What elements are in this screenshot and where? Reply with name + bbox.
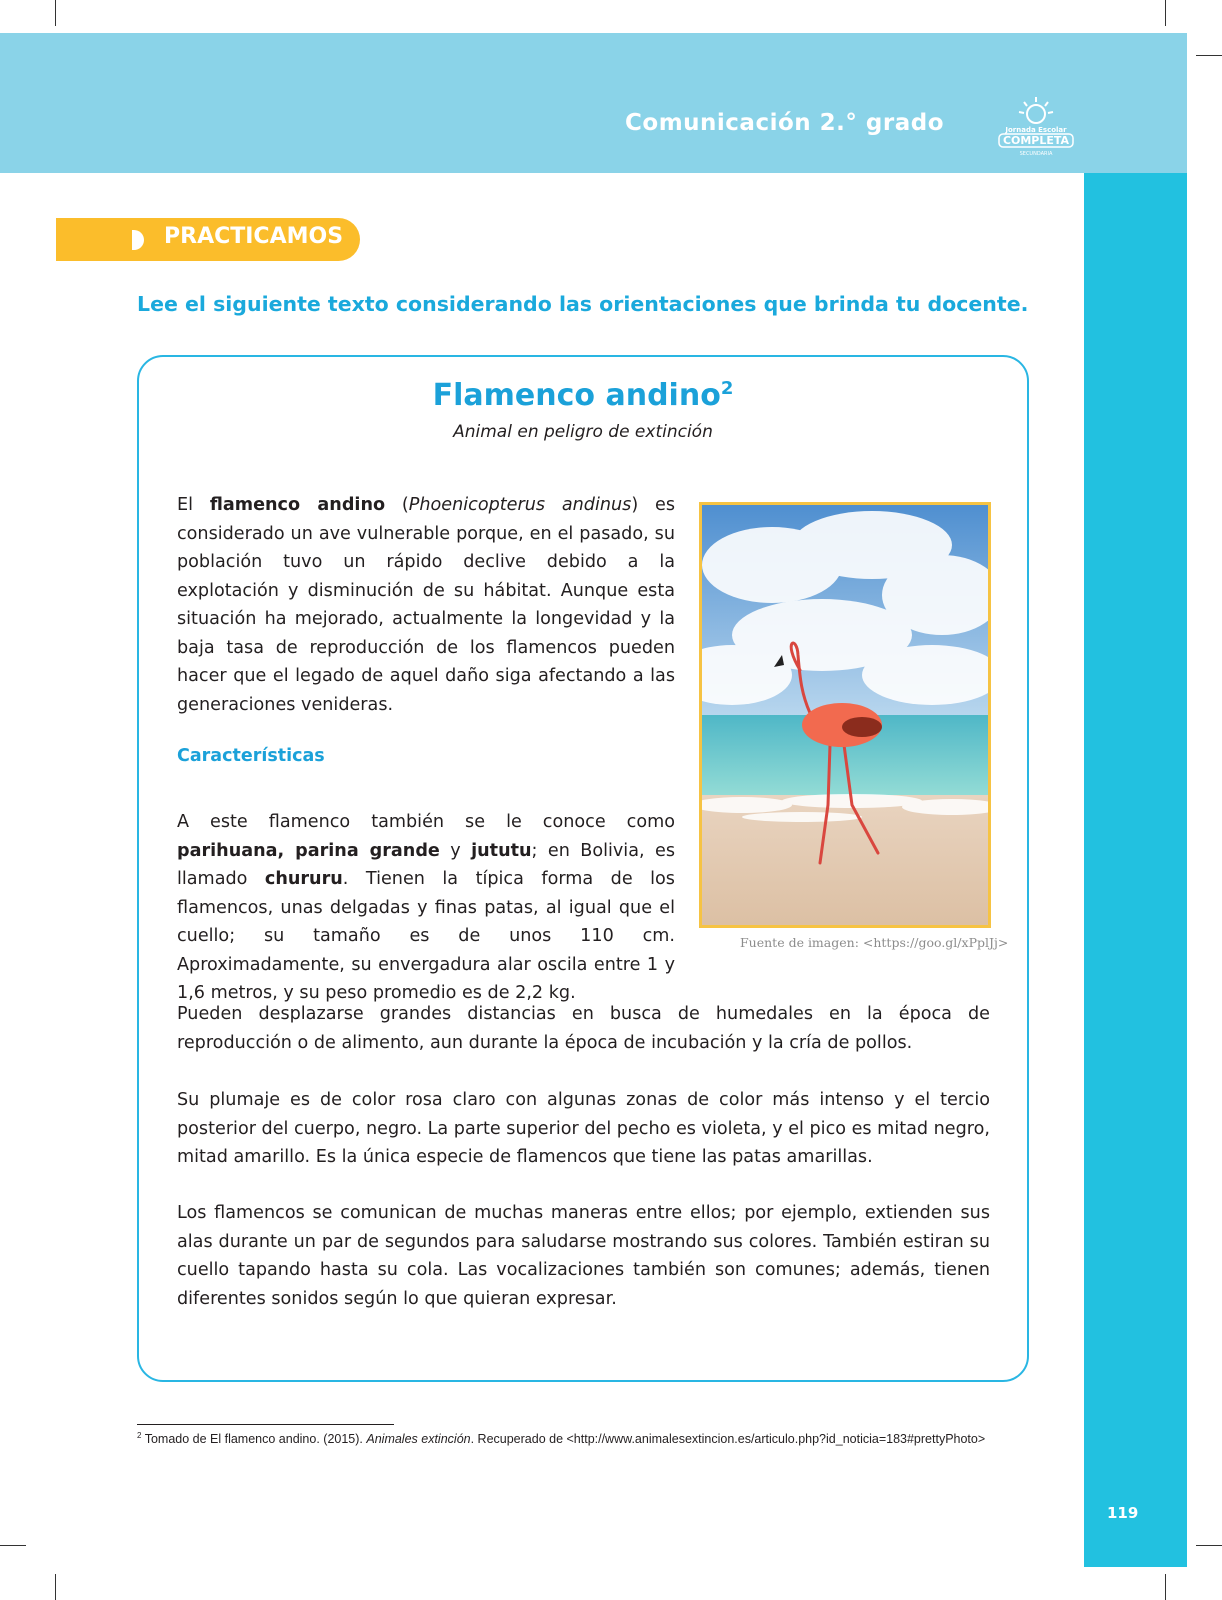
side-bar: [1084, 173, 1187, 1567]
crop-mark: [55, 0, 56, 26]
footnote-rule: [137, 1424, 394, 1425]
half-circle-icon: [132, 230, 144, 250]
crop-mark: [0, 1545, 26, 1546]
paragraph-intro: El flamenco andino (Phoenicopterus andinus) es considerado un ave vulnerable porque, en el pasado, su población tuvo un rápido declive debido a la explotación y disminución de su hábitat. Aunque esta situación ha mejorado, actualmente la longevidad y la baja tasa de reproducción de los flamencos pueden hacer que el legado de aquel daño siga afectando a las generaciones venideras.: [177, 495, 675, 715]
section-label: PRACTICAMOS: [164, 224, 344, 249]
crop-mark: [1196, 1545, 1222, 1546]
photo-credit: Fuente de imagen: <https://goo.gl/xPplJj>: [740, 935, 1009, 950]
footnote: $^2$ Tomado de El flamenco andino. (2015). Animales extinción. Recuperado de <http://www.animalesextincion.es/articulo.php?id_noticia=183#prettyPhoto>: [137, 1431, 986, 1447]
article-subtitle: Animal en peligro de extinción: [453, 422, 713, 442]
svg-text:SECUNDARIA: SECUNDARIA: [1019, 151, 1053, 157]
jornada-completa-logo: [995, 92, 1077, 158]
paragraph-plumage: Su plumaje es de color rosa claro con algunas zonas de color más intenso y el tercio posterior del cuerpo, negro. La parte superior del pecho es violeta, y el pico es mitad negro, mitad amarillo. Es la única especie de flamencos que tiene las patas amarillas.: [177, 1090, 990, 1167]
article-title: Flamenco andino$^2$: [432, 378, 734, 413]
section-heading: Características: [177, 746, 325, 766]
paragraph-migration: Pueden desplazarse grandes distancias en busca de humedales en la época de reproducción o de alimento, aun durante la época de incubación y la cría de pollos.: [177, 1004, 990, 1053]
svg-text:Jornada Escolar: Jornada Escolar: [1005, 126, 1067, 134]
crop-mark: [1165, 1574, 1166, 1600]
crop-mark: [55, 1574, 56, 1600]
crop-mark: [1196, 55, 1222, 56]
section-pill: [56, 218, 360, 261]
paragraph-names: A este flamenco también se le conoce como parihuana, parina grande y jututu; en Bolivia, es llamado chururu. Tienen la típica forma de los flamencos, unas delgadas y finas patas, al igual que el cuello; su tamaño es de unos 110 cm. Aproximadamente, su envergadura alar oscila entre 1 y 1,6 metros, y su peso promedio es de 2,2 kg.: [177, 812, 675, 1003]
footnote-ref: 2: [720, 378, 734, 399]
header-title: Comunicación 2.° grado: [625, 110, 944, 136]
flamingo-illustration: [702, 505, 988, 925]
flamingo-photo: [699, 502, 991, 928]
svg-text:COMPLETA: COMPLETA: [1002, 134, 1070, 147]
instruction-text: Lee el siguiente texto considerando las orientaciones que brinda tu docente.: [137, 292, 1029, 316]
page-number: 119: [1107, 1504, 1139, 1522]
paragraph-communication: Los flamencos se comunican de muchas maneras entre ellos; por ejemplo, extienden sus alas durante un par de segundos para saludarse mostrando sus colores. También estiran su cuello tapando hasta su cola. Las vocalizaciones también son comunes; además, tienen diferentes sonidos según lo que quieran expresar.: [177, 1203, 990, 1309]
crop-mark: [1165, 0, 1166, 26]
